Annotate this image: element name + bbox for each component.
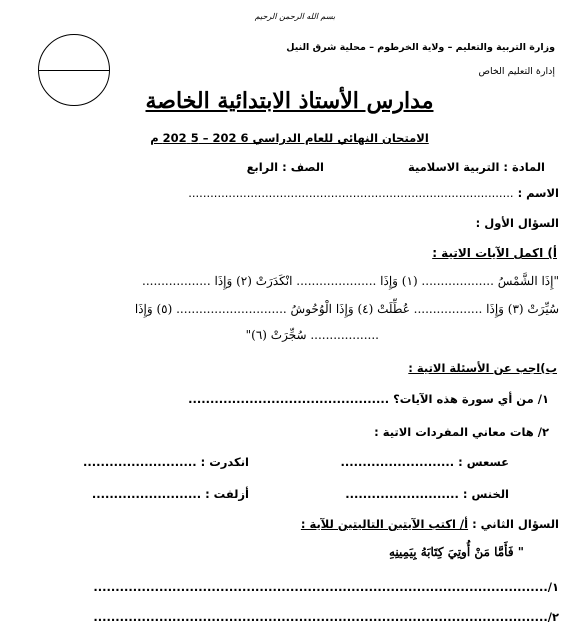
verse-line-2: سُيِّرَتْ (٣) وَإِذَا .................. عُطِّلَتْ (٤) وَإِذَا الْوُحُوشُ ............................. (٥) وَإِذَا	[134, 302, 559, 316]
verse-line-1: "إِذَا الشَّمْسُ ................... (١) وَإِذَا ..................... انْكَدَرَتْ (٢) وَإِذَا ..................	[142, 274, 559, 288]
question-1-title: السؤال الأول :	[475, 216, 559, 230]
answer-line-2: ٢/........................................................................................................	[93, 610, 559, 624]
question-2-title	[301, 517, 559, 531]
question-2-label: السؤال الثاني :	[468, 517, 559, 531]
answer-line-1: ١/........................................................................................................	[93, 580, 559, 594]
question-2-instruction: أ/ اكتب الآيتين التاليتين للآية :	[300, 517, 469, 531]
question-b1: ١/ من أي سورة هذه الآيات؟ ..............................................	[188, 392, 549, 406]
grade-label: الصف : الرابع	[246, 160, 324, 174]
ministry-line: وزارة التربية والتعليم – ولاية الخرطوم – محلية شرق النيل	[286, 42, 555, 53]
verse-line-3: .................. سُجِّرَتْ (٦)"	[245, 328, 379, 342]
word-alkhunnas: الخنس : ..........................	[345, 487, 509, 501]
subject-label: المادة : التربية الاسلامية	[407, 160, 545, 174]
word-asas: عسعس : ..........................	[340, 455, 509, 469]
student-name-row	[188, 186, 559, 200]
question-2-verse: " فَأَمَّا مَنْ أُوتِيَ كِتَابَهُ بِيَمِينِهِ	[389, 545, 524, 559]
school-name: مدارس الأستاذ الابتدائية الخاصة	[145, 88, 434, 114]
word-inkadarat: انكدرت : ..........................	[83, 455, 249, 469]
basmala: بسم الله الرحمن الرحيم	[254, 12, 336, 21]
name-blank: .........................................................................................	[188, 186, 514, 200]
name-label: الاسم :	[517, 186, 559, 200]
question-b2: ٢/ هات معاني المفردات الاتية :	[374, 425, 549, 439]
exam-title: الامتحان النهائي للعام الدراسي 6 202 – 5 202 م	[150, 131, 429, 145]
part-a-title: أ) اكمل الآيات الاتية :	[432, 246, 557, 260]
grade-circle-divider	[39, 70, 109, 71]
part-b-title: ب)اجب عن الأسئلة الاتية :	[408, 361, 557, 375]
word-uzlifat: أزلفت : .........................	[91, 487, 249, 501]
department-line: إدارة التعليم الخاص	[478, 66, 555, 77]
